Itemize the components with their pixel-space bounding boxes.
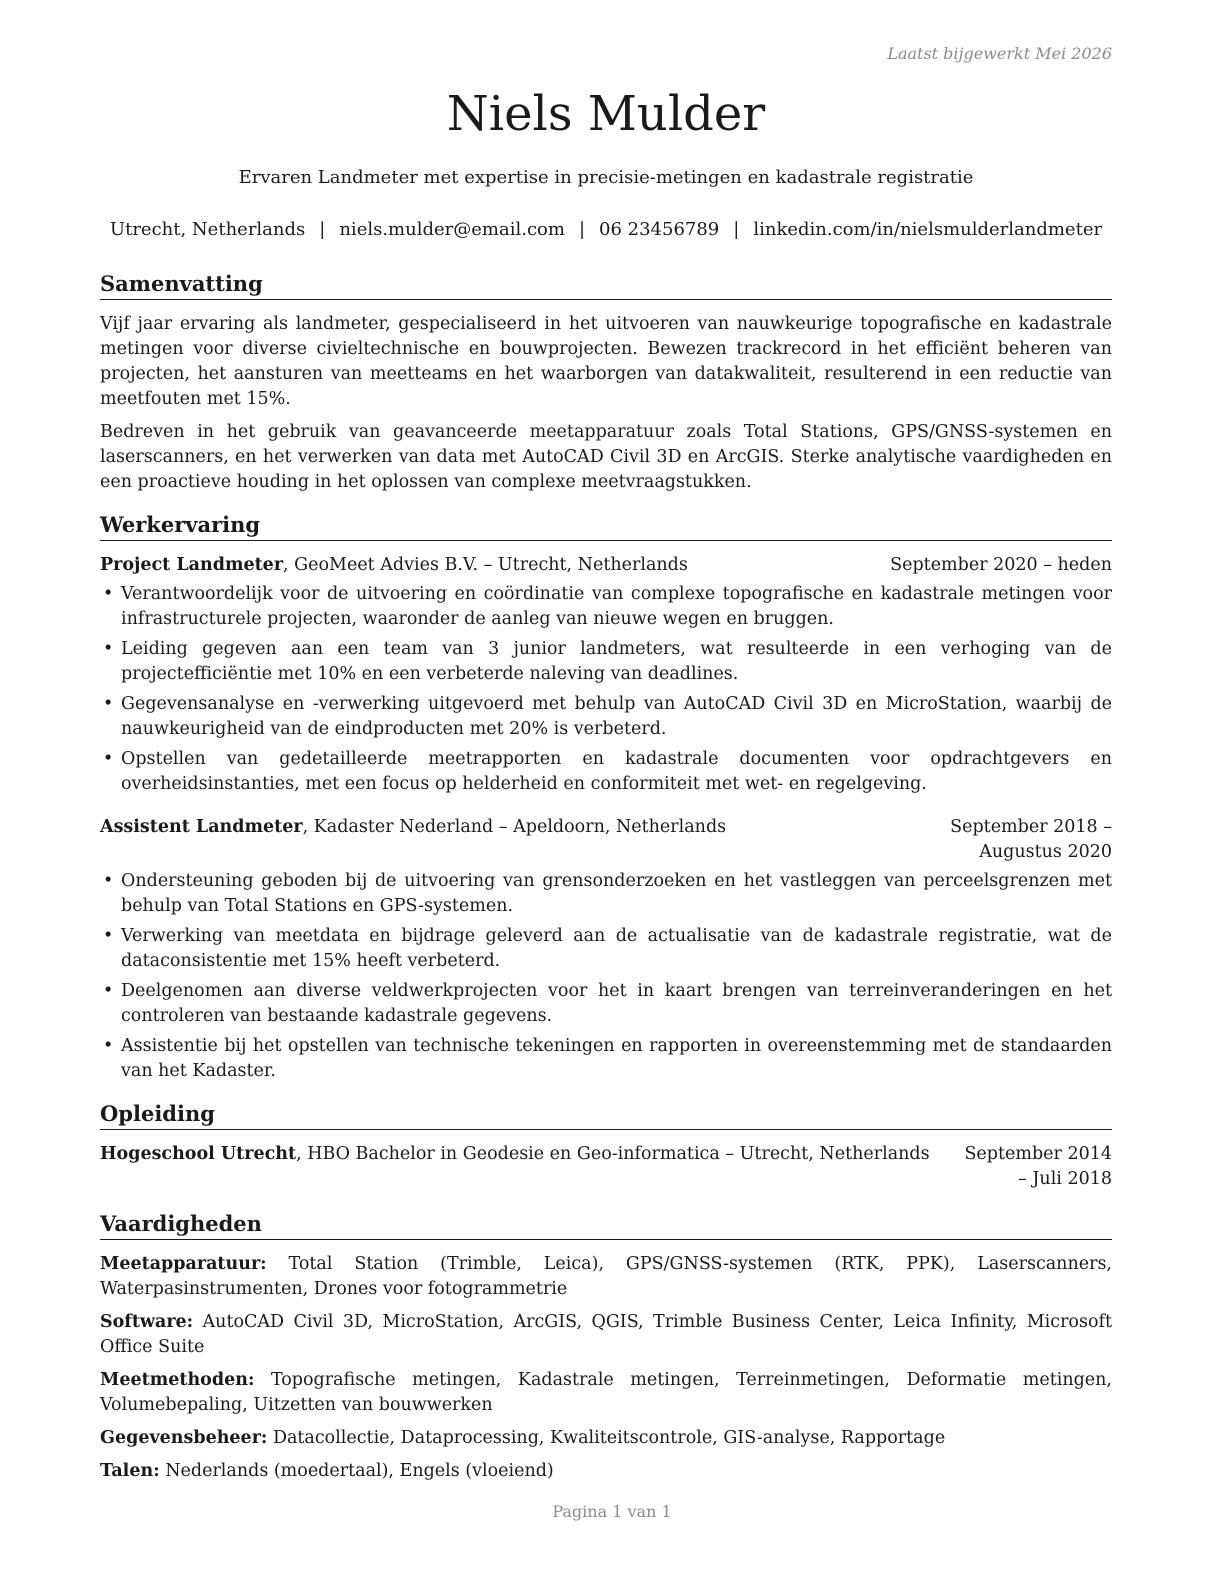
contact-separator: |	[578, 219, 586, 240]
job-bullet: • Assistentie bij het opstellen van technische tekeningen en rapporten in overeenstemming met de standaarden van het Kadaster.	[100, 1034, 1112, 1084]
summary-paragraph: Bedreven in het gebruik van geavanceerde meetapparatuur zoals Total Stations, GPS/GNSS-systemen en laserscanners, en het verwerken van data met AutoCAD Civil 3D en ArcGIS. Sterke analytische vaardigheden en een proactieve houding in het oplossen van complexe meetvraagstukken.	[100, 422, 1112, 492]
section-heading-summary: Samenvatting	[100, 270, 1112, 300]
education-dates: September 2014 – Juli 2018	[964, 1144, 1112, 1189]
contact-email[interactable]: niels.mulder@email.com	[339, 219, 565, 240]
skills-section	[100, 1210, 1112, 1484]
skill-value: Total Station (Trimble, Leica), GPS/GNSS-systemen (RTK, PPK), Laserscanners, Waterpasinstrumenten, Drones voor fotogrammetrie	[100, 1254, 1112, 1299]
page-number: Pagina 1 van 1	[552, 1502, 672, 1521]
section-heading-experience: Werkervaring	[100, 511, 1112, 541]
experience-section	[100, 511, 1112, 1084]
education-school: Hogeschool Utrecht	[100, 1144, 297, 1164]
job-header	[100, 815, 1112, 865]
skill-label: Talen:	[100, 1461, 160, 1481]
job-role: Assistent Landmeter	[100, 817, 303, 837]
skill-row	[100, 1459, 1112, 1484]
job-bullet: • Opstellen van gedetailleerde meetrapporten en kadastrale documenten voor opdrachtgevers en overheidsinstanties, met een focus op helderheid en conformiteit met wet- en regelgeving.	[100, 747, 1112, 797]
job-bullet: • Verantwoordelijk voor de uitvoering en coördinatie van complexe topografische en kadastrale metingen voor infrastructurele projecten, waaronder de aanleg van nieuwe wegen en bruggen.	[100, 582, 1112, 632]
job-role: Project Landmeter	[100, 555, 284, 575]
job-dates: September 2020 – heden	[890, 555, 1112, 575]
contact-separator: |	[733, 219, 740, 240]
contact-line	[100, 219, 1112, 240]
job-bullets	[100, 869, 1112, 1084]
education-section	[100, 1100, 1112, 1192]
candidate-name: Niels Mulder	[446, 86, 766, 142]
job-bullet: • Ondersteuning geboden bij de uitvoering van grensonderzoeken en het vastleggen van perceelsgrenzen met behulp van Total Stations en GPS-systemen.	[100, 869, 1112, 919]
resume-content	[100, 270, 1112, 1500]
tagline: Ervaren Landmeter met expertise in precisie-metingen en kadastrale registratie	[238, 167, 974, 188]
contact-location: Utrecht, Netherlands	[109, 219, 306, 240]
job-entry	[100, 553, 1112, 797]
skill-row	[100, 1426, 1112, 1451]
skill-value: AutoCAD Civil 3D, MicroStation, ArcGIS, QGIS, Trimble Business Center, Leica Infinity, Microsoft Office Suite	[100, 1312, 1112, 1357]
skill-row	[100, 1252, 1112, 1302]
job-org: , GeoMeet Advies B.V. – Utrecht, Netherlands	[283, 555, 688, 575]
education-title-line	[100, 1142, 930, 1192]
skill-label: Gegevensbeheer:	[100, 1428, 268, 1448]
skill-label: Software:	[100, 1312, 194, 1332]
skill-label: Meetapparatuur:	[100, 1254, 267, 1274]
summary-section	[100, 270, 1112, 495]
education-degree: , HBO Bachelor in Geodesie en Geo-informatica – Utrecht, Netherlands	[296, 1144, 930, 1164]
job-dates: September 2018 – Augustus 2020	[950, 817, 1112, 862]
job-bullets	[100, 582, 1112, 797]
skill-row	[100, 1310, 1112, 1360]
skill-value: Datacollectie, Dataprocessing, Kwaliteitscontrole, GIS-analyse, Rapportage	[267, 1428, 946, 1448]
skill-label: Meetmethoden:	[100, 1370, 255, 1390]
job-header	[100, 553, 1112, 578]
summary-paragraph: Vijf jaar ervaring als landmeter, gespecialiseerd in het uitvoeren van nauwkeurige topografische en kadastrale metingen voor diverse civieltechnische en bouwprojecten. Bewezen trackrecord in het efficiënt beheren van projecten, het aansturen van meetteams en het waarborgen van datakwaliteit, resulterend in een reductie van meetfouten met 15%.	[100, 314, 1112, 409]
job-bullet: • Verwerking van meetdata en bijdrage geleverd aan de actualisatie van de kadastrale registratie, wat de dataconsistentie met 15% heeft verbeterd.	[100, 924, 1112, 974]
education-entry	[100, 1142, 1112, 1192]
section-heading-skills: Vaardigheden	[100, 1210, 1112, 1240]
contact-separator: |	[319, 219, 326, 240]
skill-value: Nederlands (moedertaal), Engels (vloeiend)	[159, 1461, 554, 1481]
job-title-line	[100, 815, 726, 865]
skill-value: Topografische metingen, Kadastrale metingen, Terreinmetingen, Deformatie metingen, Volumebepaling, Uitzetten van bouwwerken	[100, 1370, 1112, 1415]
job-bullet: • Deelgenomen aan diverse veldwerkprojecten voor het in kaart brengen van terreinveranderingen en het controleren van bestaande kadastrale gegevens.	[100, 979, 1112, 1029]
last-updated: Laatst bijgewerkt Mei 2026	[887, 44, 1112, 63]
job-entry	[100, 815, 1112, 1084]
contact-linkedin[interactable]: linkedin.com/in/nielsmulderlandmeter	[753, 219, 1103, 240]
section-heading-education: Opleiding	[100, 1100, 1112, 1130]
job-title-line	[100, 553, 688, 578]
contact-phone[interactable]: 06 23456789	[599, 219, 720, 240]
job-bullet: • Leiding gegeven aan een team van 3 junior landmeters, wat resulteerde in een verhoging van de projectefficiëntie met 10% en een verbeterde naleving van deadlines.	[100, 637, 1112, 687]
skill-row	[100, 1368, 1112, 1418]
job-bullet: • Gegevensanalyse en -verwerking uitgevoerd met behulp van AutoCAD Civil 3D en MicroStation, waarbij de nauwkeurigheid van de eindproducten met 20% is verbeterd.	[100, 692, 1112, 742]
job-org: , Kadaster Nederland – Apeldoorn, Netherlands	[302, 817, 727, 837]
